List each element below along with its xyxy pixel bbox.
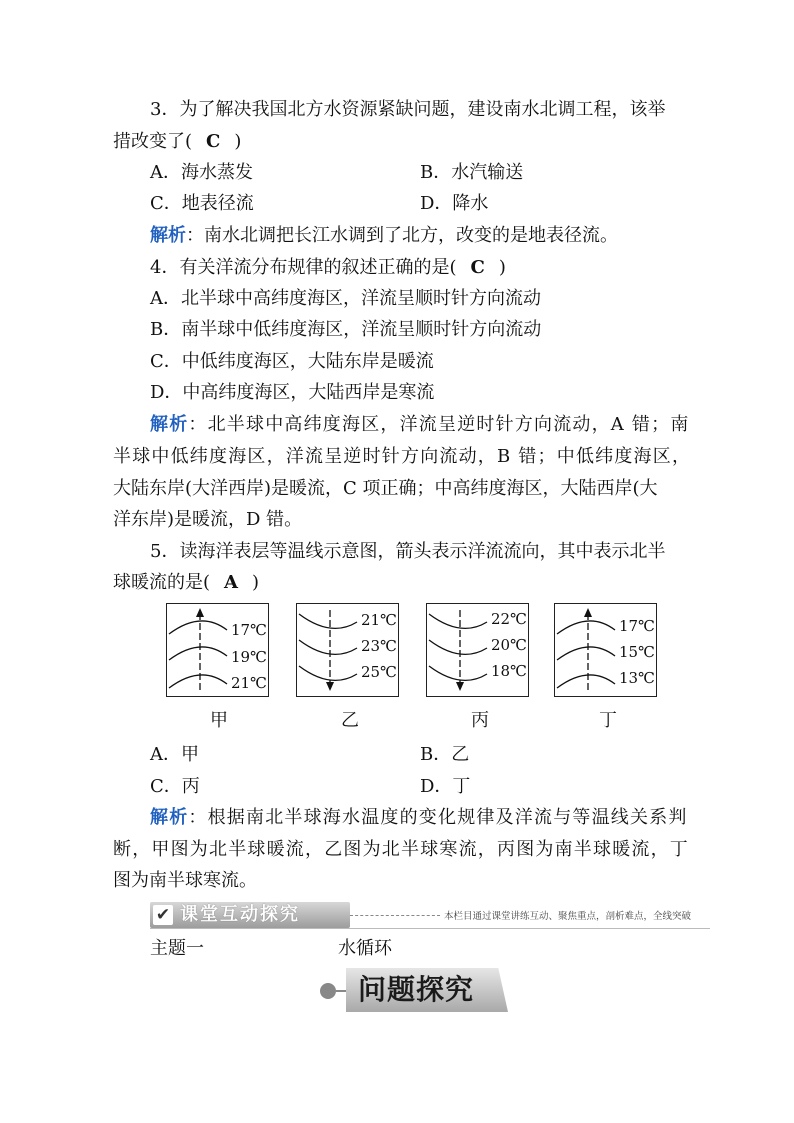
q4-option-b: B．南半球中低纬度海区，洋流呈顺时针方向流动 <box>150 319 542 340</box>
temp-label: 17℃ <box>231 621 267 639</box>
section-header <box>320 968 508 1012</box>
banner-tab <box>150 902 350 928</box>
q3-option-b: B．水汽输送 <box>420 162 524 183</box>
q5-stem-text: 球暖流的是( <box>113 572 211 593</box>
q5-analysis-line2: 断，甲图为北半球暖流，乙图为北半球寒流，丙图为南半球暖流，丁 <box>113 839 689 860</box>
q5-stem-close: ) <box>252 572 260 593</box>
q4-stem-close: ) <box>498 257 506 278</box>
q4-answer: C <box>470 257 485 278</box>
q5-analysis-line3: 图为南半球寒流。 <box>113 870 257 891</box>
analysis-label: 解析 <box>150 225 186 246</box>
q4-stem <box>150 256 506 280</box>
figure-caption-jia: 甲 <box>210 710 228 731</box>
temp-label: 23℃ <box>361 637 397 655</box>
q3-analysis-text: ：南水北调把长江水调到了北方，改变的是地表径流。 <box>186 225 618 246</box>
temp-label: 17℃ <box>619 617 655 635</box>
check-icon: ✔ <box>153 905 173 925</box>
analysis-label: 解析 <box>150 414 189 435</box>
section-banner <box>150 902 710 930</box>
banner-rule <box>150 928 710 929</box>
isotherm-diagram-yi <box>296 603 399 697</box>
q5-stem-line2 <box>113 571 259 595</box>
q3-stem-line2 <box>113 130 241 154</box>
q4-analysis-line2: 半球中低纬度海区，洋流呈逆时针方向流动，B 错；中低纬度海区， <box>113 446 692 467</box>
q3-stem-close: ) <box>234 131 242 152</box>
temp-label: 13℃ <box>619 669 655 687</box>
q4-analysis-line4: 洋东岸)是暖流，D 错。 <box>113 509 303 530</box>
q5-option-c: C．丙 <box>150 776 200 797</box>
q3-option-c: C．地表径流 <box>150 193 254 214</box>
topic-label: 主题一 <box>150 938 204 959</box>
header-connector <box>336 990 346 992</box>
banner-note: 本栏目通过课堂讲练互动、聚焦重点，剖析难点，全线突破 <box>444 911 692 922</box>
q4-option-c: C．中低纬度海区，大陆东岸是暖流 <box>150 351 434 372</box>
q4-analysis-line3: 大陆东岸(大洋西岸)是暖流，C 项正确；中高纬度海区，大陆西岸(大 <box>113 478 658 499</box>
temp-label: 20℃ <box>491 636 527 654</box>
temp-label: 21℃ <box>231 674 267 692</box>
q3-stem-line1: 3．为了解决我国北方水资源紧缺问题，建设南水北调工程，该举 <box>150 99 666 120</box>
temp-label: 21℃ <box>361 611 397 629</box>
section-header-title: 问题探究 <box>358 973 475 1006</box>
analysis-label: 解析 <box>150 807 189 828</box>
q4-option-a: A．北半球中高纬度海区，洋流呈顺时针方向流动 <box>150 288 541 309</box>
q3-analysis <box>150 224 618 248</box>
banner-title: 课堂互动探究 <box>180 904 300 925</box>
temp-label: 25℃ <box>361 663 397 681</box>
isotherm-diagram-bing <box>426 603 529 697</box>
figure-caption-bing: 丙 <box>471 710 489 731</box>
q5-option-b: B．乙 <box>420 744 470 765</box>
q3-stem-text: 措改变了( <box>113 131 193 152</box>
q4-stem-text: 4．有关洋流分布规律的叙述正确的是( <box>150 257 457 278</box>
figure-caption-yi: 乙 <box>341 710 359 731</box>
q5-option-d: D．丁 <box>420 776 471 797</box>
temp-label: 19℃ <box>231 648 267 666</box>
isotherm-diagram-jia <box>166 603 269 697</box>
temp-label: 18℃ <box>491 662 527 680</box>
q4-analysis-text: ：北半球中高纬度海区，洋流呈逆时针方向流动，A 错；南 <box>188 414 690 435</box>
q5-option-a: A．甲 <box>150 744 199 765</box>
banner-divider <box>350 915 440 916</box>
q3-option-d: D．降水 <box>420 193 489 214</box>
figure-caption-ding: 丁 <box>599 710 617 731</box>
temp-label: 15℃ <box>619 643 655 661</box>
temp-label: 22℃ <box>491 610 527 628</box>
topic-name: 水循环 <box>338 938 392 959</box>
bullet-dot-icon <box>320 983 336 999</box>
q4-option-d: D．中高纬度海区，大陆西岸是寒流 <box>150 382 435 403</box>
q3-option-a: A．海水蒸发 <box>150 162 253 183</box>
q5-stem-line1: 5．读海洋表层等温线示意图，箭头表示洋流流向，其中表示北半 <box>150 541 666 562</box>
q5-answer: A <box>224 572 238 593</box>
q3-answer: C <box>206 131 221 152</box>
isotherm-diagram-ding <box>554 603 657 697</box>
q5-analysis-text: ：根据南北半球海水温度的变化规律及洋流与等温线关系判 <box>188 807 688 828</box>
q4-analysis-line1 <box>150 413 690 437</box>
q5-analysis-line1 <box>150 806 688 830</box>
